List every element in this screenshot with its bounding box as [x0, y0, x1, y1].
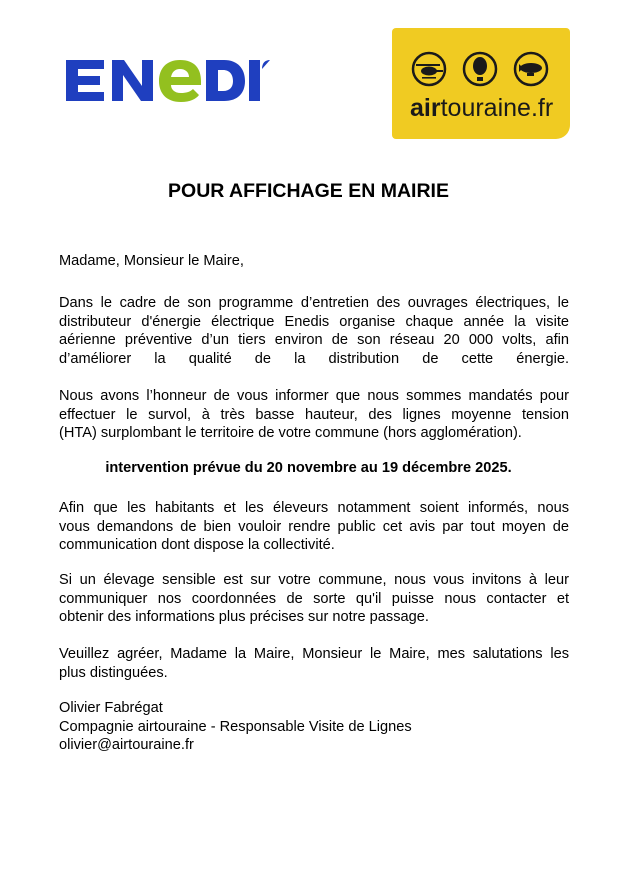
- p2-line: Nous avons l’honneur de vous informer que nous sommes mandatés pour: [59, 388, 569, 404]
- p4-line: Si un élevage sensible est sur votre commune, nous vous invitons à leur: [59, 572, 569, 588]
- p1-line: aérienne préventive d’un tiers environ de son réseau 20 000 volts, afin: [59, 332, 569, 348]
- paragraph-1: [59, 294, 569, 368]
- airtouraine-wordmark: airtouraine.fr: [410, 94, 554, 122]
- signature-role: Compagnie airtouraine - Responsable Visite de Lignes: [59, 718, 412, 735]
- p2-line: effectuer le survol, à très basse hauteur, des lignes moyenne tension: [59, 406, 569, 423]
- paragraph-4: [59, 571, 569, 627]
- helicopter-icon: [416, 64, 443, 79]
- enedis-logo: [64, 56, 270, 106]
- page-title: POUR AFFICHAGE EN MAIRIE: [168, 180, 449, 202]
- paragraph-2: [59, 387, 569, 443]
- salutation: Madame, Monsieur le Maire,: [59, 253, 244, 269]
- intervention-dates: intervention prévue du 20 novembre au 19 décembre 2025.: [105, 460, 512, 476]
- paragraph-3: [59, 499, 569, 555]
- p1-line: distributeur d'énergie électrique Enedis organise chaque année la visite: [59, 313, 569, 330]
- signature: [59, 699, 569, 755]
- p2-line: (HTA) surplombant le territoire de votre commune (hors agglomération).: [59, 425, 522, 441]
- p1-line: d’améliorer la qualité de la distribution de cette énergie.: [59, 350, 569, 367]
- paragraph-5: [59, 645, 569, 682]
- p3-line: communication dont dispose la collectivité.: [59, 537, 335, 553]
- airship-icon: [519, 63, 542, 76]
- signature-name: Olivier Fabrégat: [59, 700, 163, 716]
- p3-line: Afin que les habitants et les éleveurs notamment soient informés, nous: [59, 500, 569, 516]
- signature-email[interactable]: olivier@airtouraine.fr: [59, 737, 194, 753]
- balloon-icon: [473, 57, 487, 81]
- enedis-logo-graphic: [64, 56, 270, 106]
- p1-line: Dans le cadre de son programme d’entretien des ouvrages électriques, le: [59, 295, 569, 311]
- p4-line: communiquer nos coordonnées de sorte qu'il puisse nous contacter et: [59, 590, 569, 607]
- aircraft-icons: [392, 28, 570, 98]
- p4-line: obtenir des informations plus précises sur notre passage.: [59, 609, 429, 625]
- p3-line: vous demandons de bien vouloir rendre public cet avis par tout moyen de: [59, 518, 569, 535]
- p5-line: plus distinguées.: [59, 664, 168, 681]
- airtouraine-logo: [392, 28, 570, 139]
- p5-line: Veuillez agréer, Madame la Maire, Monsieur le Maire, mes salutations les: [59, 646, 569, 662]
